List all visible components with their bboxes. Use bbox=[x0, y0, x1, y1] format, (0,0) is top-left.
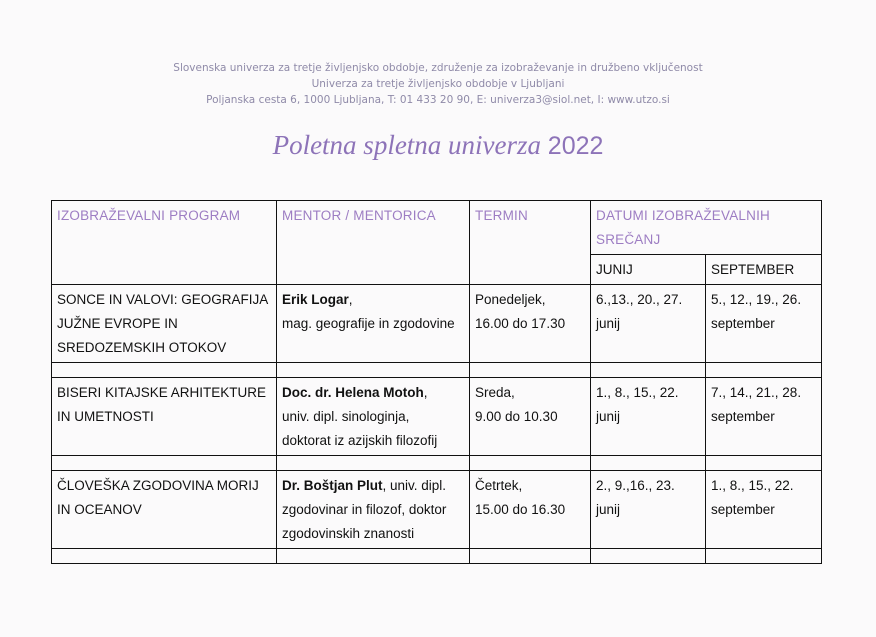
mentor-name: Erik Logar bbox=[282, 292, 349, 307]
mentor-cell bbox=[277, 285, 470, 363]
spacer-row bbox=[52, 363, 822, 378]
table-row bbox=[52, 378, 822, 456]
header-mentor: MENTOR / MENTORICA bbox=[277, 201, 470, 285]
title-year: 2022 bbox=[547, 132, 604, 160]
september-dates-cell: 7., 14., 21., 28. september bbox=[706, 378, 822, 456]
program-cell: SONCE IN VALOVI: GEOGRAFIJA JUŽNE EVROPE IN SREDOZEMSKIH OTOKOV bbox=[52, 285, 277, 363]
mentor-description: , mag. geografije in zgodovine bbox=[282, 292, 455, 331]
spacer-row bbox=[52, 549, 822, 564]
termin-cell: Četrtek, 15.00 do 16.30 bbox=[470, 471, 591, 549]
termin-cell: Ponedeljek, 16.00 do 17.30 bbox=[470, 285, 591, 363]
university-name: Univerza za tretje življenjsko obdobje v Ljubljani bbox=[311, 78, 565, 90]
spacer-row bbox=[52, 456, 822, 471]
organization-name: Slovenska univerza za tretje življenjsko obdobje, združenje za izobraževanje in družbeno vključenost bbox=[173, 62, 703, 74]
mentor-cell bbox=[277, 378, 470, 456]
june-dates-cell: 2., 9.,16., 23. junij bbox=[591, 471, 706, 549]
header-month-september: SEPTEMBER bbox=[706, 255, 822, 285]
table-row bbox=[52, 471, 822, 549]
mentor-description: , univ. dipl. zgodovinar in filozof, doktor zgodovinskih znanosti bbox=[282, 478, 447, 541]
program-schedule-table bbox=[51, 200, 822, 564]
header-termin: TERMIN bbox=[470, 201, 591, 285]
mentor-name: Dr. Boštjan Plut bbox=[282, 478, 383, 493]
june-dates-cell: 6.,13., 20., 27. junij bbox=[591, 285, 706, 363]
header-program: IZOBRAŽEVALNI PROGRAM bbox=[52, 201, 277, 285]
title-text: Poletna spletna univerza bbox=[272, 130, 542, 160]
table-header-row bbox=[52, 201, 822, 255]
program-cell: ČLOVEŠKA ZGODOVINA MORIJ IN OCEANOV bbox=[52, 471, 277, 549]
table-row bbox=[52, 285, 822, 363]
header-month-june: JUNIJ bbox=[591, 255, 706, 285]
organization-header bbox=[0, 60, 876, 108]
termin-cell: Sreda, 9.00 do 10.30 bbox=[470, 378, 591, 456]
document-title bbox=[0, 130, 876, 161]
june-dates-cell: 1., 8., 15., 22. junij bbox=[591, 378, 706, 456]
september-dates-cell: 1., 8., 15., 22. september bbox=[706, 471, 822, 549]
header-dates: DATUMI IZOBRAŽEVALNIH SREČANJ bbox=[591, 201, 822, 255]
september-dates-cell: 5., 12., 19., 26. september bbox=[706, 285, 822, 363]
mentor-cell bbox=[277, 471, 470, 549]
mentor-description: , univ. dipl. sinologinja, doktorat iz azijskih filozofij bbox=[282, 385, 438, 448]
mentor-name: Doc. dr. Helena Motoh bbox=[282, 385, 424, 400]
contact-line: Poljanska cesta 6, 1000 Ljubljana, T: 01 433 20 90, E: univerza3@siol.net, I: www.utzo.si bbox=[206, 94, 670, 106]
program-cell: BISERI KITAJSKE ARHITEKTURE IN UMETNOSTI bbox=[52, 378, 277, 456]
